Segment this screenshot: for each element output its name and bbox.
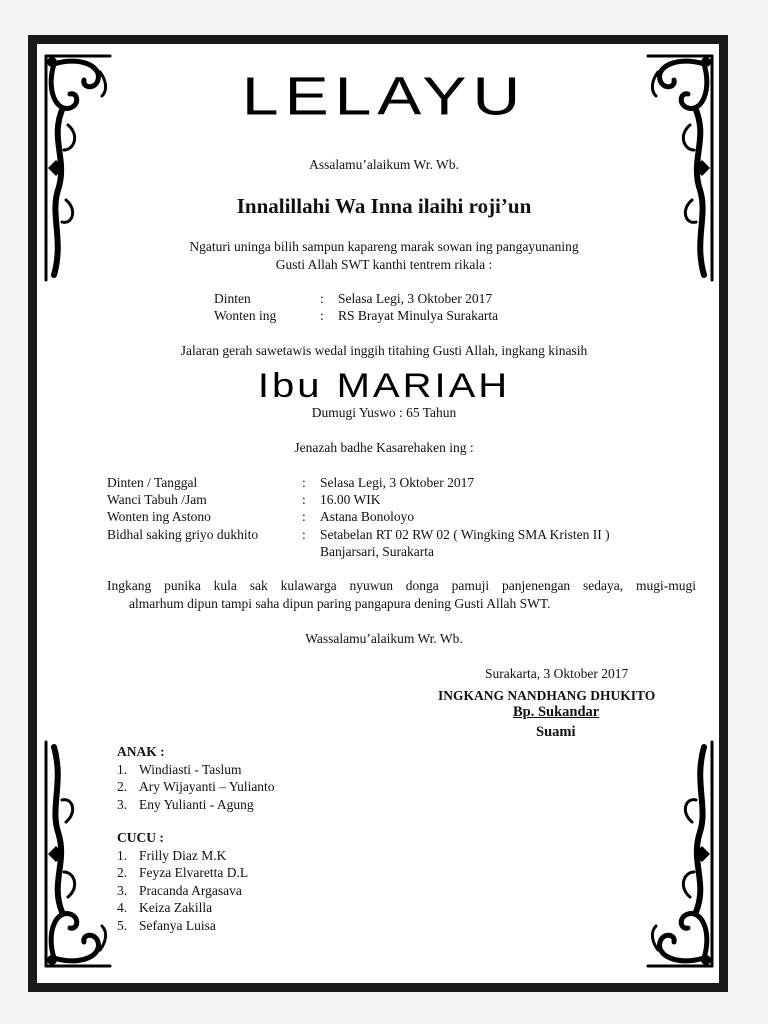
children-list bbox=[117, 743, 275, 813]
burial-info-value: Astana Bonoloyo bbox=[320, 509, 415, 524]
burial-info-label: Wanci Tabuh /Jam bbox=[107, 492, 207, 507]
colon: : bbox=[320, 308, 324, 323]
greeting: Assalamu’alaikum Wr. Wb. bbox=[309, 157, 459, 172]
list-item: 1. Windiasti - Taslum bbox=[117, 761, 242, 777]
colon: : bbox=[302, 509, 306, 524]
list-item: 3. Pracanda Argasava bbox=[117, 882, 242, 898]
place-date: Surakarta, 3 Oktober 2017 bbox=[485, 666, 629, 681]
colon: : bbox=[302, 492, 306, 507]
mourner-name: Bp. Sukandar bbox=[513, 704, 600, 720]
list-item: 2. Feyza Elvaretta D.L bbox=[117, 865, 249, 880]
list-item: 3. Eny Yulianti - Agung bbox=[117, 796, 254, 812]
colon: : bbox=[302, 475, 306, 490]
burial-info-label: Wonten ing Astono bbox=[107, 509, 211, 524]
prayer-line-1: Ingkang punika kula sak kulawarga nyuwun donga pamuji panjenengan sedaya, mugi-mugi bbox=[107, 578, 696, 593]
list-item: 5. Sefanya Luisa bbox=[117, 917, 216, 933]
grandchildren-heading: CUCU : bbox=[117, 830, 164, 845]
list-item: 4. Keiza Zakilla bbox=[117, 900, 213, 915]
prayer-paragraph bbox=[107, 577, 696, 613]
children-heading: ANAK : bbox=[117, 744, 165, 759]
intro-line-1: Ngaturi uninga bilih sampun kapareng marak sowan ing pangayunaning bbox=[189, 239, 579, 254]
mourner-role: Suami bbox=[536, 724, 576, 740]
burial-info-label: Bidhal saking griyo dukhito bbox=[107, 527, 259, 542]
cause-line: Jalaran gerah sawetawis wedal inggih titahing Gusti Allah, ingkang kinasih bbox=[180, 343, 588, 358]
list-item: 1. Frilly Diaz M.K bbox=[117, 847, 227, 863]
age-line: Dumugi Yuswo : 65 Tahun bbox=[311, 405, 457, 420]
burial-info-label: Dinten / Tanggal bbox=[107, 475, 198, 490]
death-info-value: RS Brayat Minulya Surakarta bbox=[338, 308, 499, 323]
prayer-line-2: almarhum dipun tampi saha dipun paring pangapura dening Gusti Allah SWT. bbox=[129, 596, 551, 611]
list-item: 2. Ary Wijayanti – Yulianto bbox=[117, 779, 275, 794]
burial-address-line-2: Banjarsari, Surakarta bbox=[320, 544, 434, 559]
death-info-value: Selasa Legi, 3 Oktober 2017 bbox=[338, 291, 493, 306]
corner-ornament-icon bbox=[40, 737, 112, 972]
closing: Wassalamu’alaikum Wr. Wb. bbox=[305, 631, 463, 646]
death-info-label: Wonten ing bbox=[214, 308, 277, 323]
intro-line-2: Gusti Allah SWT kanthi tentrem rikala : bbox=[275, 257, 493, 272]
burial-info-value: Setabelan RT 02 RW 02 ( Wingking SMA Kristen II ) bbox=[320, 527, 610, 542]
colon: : bbox=[320, 291, 324, 306]
burial-info-value: 16.00 WIK bbox=[320, 492, 381, 507]
deceased-name: Ibu MARIAH bbox=[257, 367, 511, 405]
corner-ornament-icon bbox=[646, 737, 718, 972]
death-info-label: Dinten bbox=[214, 291, 251, 306]
innalillahi-heading: Innalillahi Wa Inna ilaihi roji’un bbox=[236, 194, 532, 218]
page-title: LELAYU bbox=[241, 65, 527, 126]
burial-intro: Jenazah badhe Kasarehaken ing : bbox=[294, 440, 474, 455]
colon: : bbox=[302, 527, 306, 542]
mourner-heading: INGKANG NANDHANG DHUKITO bbox=[438, 688, 656, 703]
burial-info-value: Selasa Legi, 3 Oktober 2017 bbox=[320, 475, 475, 490]
grandchildren-list bbox=[117, 829, 248, 934]
